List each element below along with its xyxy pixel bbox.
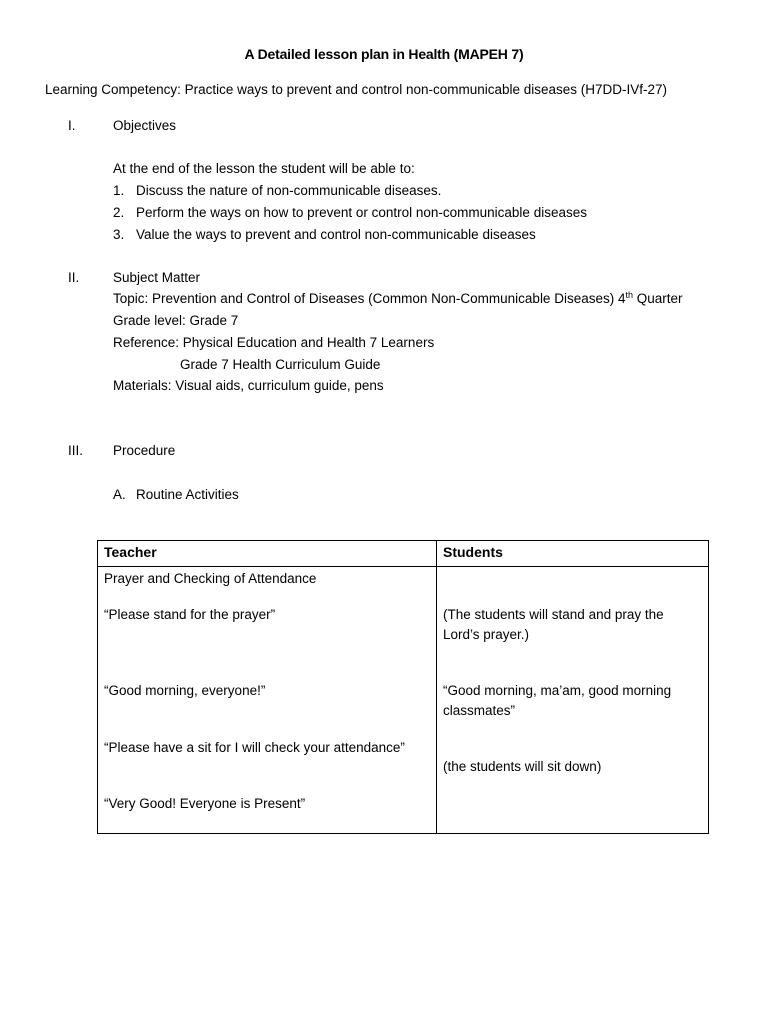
objective-number: 1.	[113, 183, 125, 198]
document-title: A Detailed lesson plan in Health (MAPEH 7)	[244, 46, 524, 62]
topic-quarter: Quarter	[633, 291, 683, 306]
objective-item: Perform the ways on how to prevent or control non-communicable diseases	[136, 205, 587, 220]
teacher-column	[98, 567, 437, 834]
students-line: (The students will stand and pray the Lord’s prayer.)	[443, 607, 664, 642]
objective-item: Discuss the nature of non-communicable diseases.	[136, 183, 442, 198]
subsection-letter: A.	[113, 487, 126, 502]
subject-reference-continued: Grade 7 Health Curriculum Guide	[180, 357, 381, 372]
teacher-line: “Good morning, everyone!”	[104, 683, 266, 698]
subject-reference: Reference: Physical Education and Health 7 Learners	[113, 335, 435, 350]
students-column	[437, 567, 709, 834]
section-numeral-objectives: I.	[68, 118, 76, 133]
objective-number: 2.	[113, 205, 125, 220]
objectives-intro: At the end of the lesson the student will be able to:	[113, 161, 415, 176]
topic-superscript: th	[625, 290, 633, 300]
routine-activities-table	[97, 540, 709, 834]
subject-grade-level: Grade level: Grade 7	[113, 313, 239, 328]
table-header-students: Students	[437, 541, 709, 567]
objective-number: 3.	[113, 227, 125, 242]
table-header-teacher: Teacher	[98, 541, 437, 567]
section-heading-subject-matter: Subject Matter	[113, 270, 201, 285]
subject-materials: Materials: Visual aids, curriculum guide, pens	[113, 378, 384, 393]
section-heading-procedure: Procedure	[113, 443, 176, 458]
students-line: “Good morning, ma’am, good morning classmates”	[443, 683, 672, 718]
teacher-line: Prayer and Checking of Attendance	[104, 571, 317, 586]
teacher-line: “Very Good! Everyone is Present”	[104, 796, 306, 811]
section-numeral-procedure: III.	[68, 443, 84, 458]
section-heading-objectives: Objectives	[113, 118, 177, 133]
section-numeral-subject-matter: II.	[68, 270, 80, 285]
subject-topic	[113, 291, 683, 306]
subsection-heading-routine: Routine Activities	[136, 487, 239, 502]
students-line: (the students will sit down)	[443, 759, 602, 774]
objective-item: Value the ways to prevent and control non-communicable diseases	[136, 227, 536, 242]
topic-text: Topic: Prevention and Control of Diseases (Common Non-Communicable Diseases) 4	[113, 291, 626, 306]
learning-competency: Learning Competency: Practice ways to prevent and control non-communicable diseases (H7DD-IVf-27)	[45, 82, 668, 97]
teacher-line: “Please stand for the prayer”	[104, 607, 276, 622]
teacher-line: “Please have a sit for I will check your attendance”	[104, 740, 405, 755]
